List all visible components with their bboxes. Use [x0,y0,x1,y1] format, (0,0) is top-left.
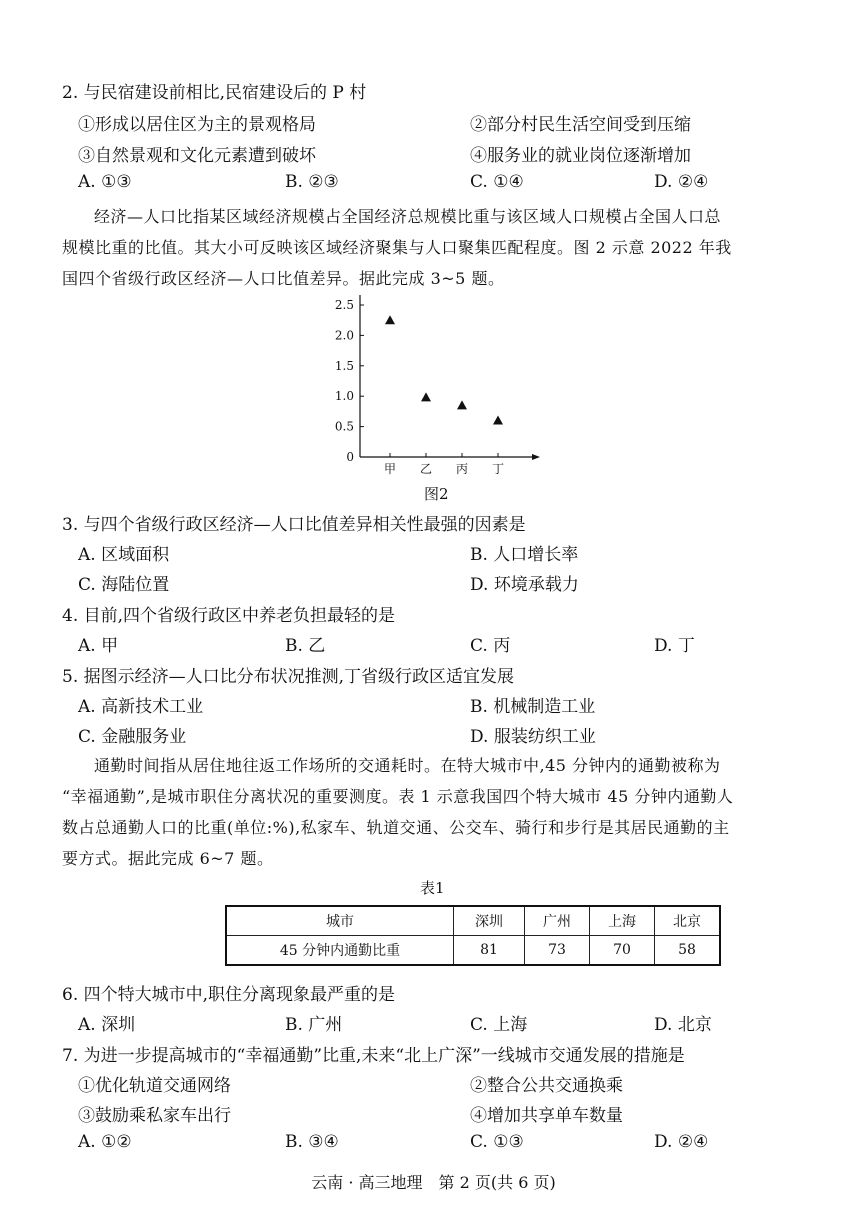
q3-option-c: C. 海陆位置 [78,575,170,595]
intro1-line-2: 规模比重的比值。其大小可反映该区域经济聚集与人口聚集匹配程度。图 2 示意 2022 年我 [62,238,732,257]
intro2-line-3: 数占总通勤人口的比重(单位:%),私家车、轨道交通、公交车、骑行和步行是其居民通勤的主 [62,818,730,837]
y-tick-label: 2.0 [334,328,354,343]
q7-item-3: ③鼓励乘私家车出行 [78,1106,231,1126]
q5-option-b: B. 机械制造工业 [470,697,596,717]
intro1-line-1: 经济—人口比指某区域经济规模占全国经济总规模比重与该区域人口规模占全国人口总 [94,207,722,226]
data-point-triangle [385,315,395,324]
table-header-cell: 城市 [226,906,454,936]
q4-option-b: B. 乙 [285,636,326,656]
figure-2-chart [330,290,550,480]
q3-option-d: D. 环境承载力 [470,575,579,595]
q7-option-a: A. ①② [78,1132,132,1152]
table-header-cell: 上海 [590,906,655,936]
table-header-cell: 广州 [525,906,590,936]
intro-paragraph-1 [62,201,807,294]
x-tick-label: 乙 [419,462,433,476]
q6-option-d: D. 北京 [654,1015,712,1035]
y-tick-label: 0 [346,450,354,464]
q3-stem: 3. 与四个省级行政区经济—人口比值差异相关性最强的因素是 [62,515,526,535]
q5-option-d: D. 服装纺织工业 [470,727,596,747]
q7-item-1: ①优化轨道交通网络 [78,1076,231,1096]
y-tick-label: 2.5 [334,298,354,312]
q7-item-2: ②整合公共交通换乘 [470,1076,623,1096]
q5-option-c: C. 金融服务业 [78,727,187,747]
q2-item-1: ①形成以居住区为主的景观格局 [78,115,316,135]
data-point-triangle [457,400,467,409]
intro2-line-1: 通勤时间指从居住地往返工作场所的交通耗时。在特大城市中,45 分钟内的通勤被称为 [94,756,721,775]
q6-option-a: A. 深圳 [78,1015,136,1035]
data-point-triangle [493,416,503,425]
table-cell: 73 [525,936,590,966]
q5-option-a: A. 高新技术工业 [78,697,204,717]
intro2-line-2: “幸福通勤”,是城市职住分离状况的重要测度。表 1 示意我国四个特大城市 45 分钟内通勤人 [62,787,734,806]
intro2-line-4: 要方式。据此完成 6~7 题。 [62,849,274,868]
page-footer: 云南 · 高三地理 第 2 页(共 6 页) [311,1173,556,1192]
q5-stem: 5. 据图示经济—人口比分布状况推测,丁省级行政区适宜发展 [62,667,515,687]
table-cell: 58 [655,936,721,966]
q7-item-4: ④增加共享单车数量 [470,1106,623,1126]
q4-option-a: A. 甲 [78,636,119,656]
table-header-cell: 北京 [655,906,721,936]
intro1-line-3: 国四个省级行政区经济—人口比值差异。据此完成 3~5 题。 [62,269,505,288]
q6-option-b: B. 广州 [285,1015,343,1035]
y-tick-label: 0.5 [334,419,354,434]
table-header-cell: 深圳 [454,906,525,936]
x-tick-label: 丁 [491,462,505,476]
y-tick-label: 1.0 [334,389,354,404]
q4-stem: 4. 目前,四个省级行政区中养老负担最轻的是 [62,606,396,626]
x-tick-label: 丙 [455,462,469,476]
q7-option-c: C. ①③ [470,1132,524,1152]
table-row [226,936,720,966]
q7-option-d: D. ②④ [654,1132,709,1152]
table-1-title: 表1 [420,879,445,897]
q2-option-d: D. ②④ [654,172,709,192]
data-point-triangle [421,392,431,401]
q6-stem: 6. 四个特大城市中,职住分离现象最严重的是 [62,985,396,1005]
table-cell: 45 分钟内通勤比重 [226,936,454,966]
x-tick-label: 甲 [383,462,397,476]
q2-item-4: ④服务业的就业岗位逐渐增加 [470,146,691,166]
q7-option-b: B. ③④ [285,1132,339,1152]
y-tick-label: 1.5 [334,358,354,373]
q2-option-b: B. ②③ [285,172,339,192]
table-cell: 81 [454,936,525,966]
q3-option-a: A. 区域面积 [78,545,170,565]
intro-paragraph-2 [62,750,807,874]
q2-item-3: ③自然景观和文化元素遭到破坏 [78,146,316,166]
table-1 [225,905,721,966]
q7-stem: 7. 为进一步提高城市的“幸福通勤”比重,未来“北上广深”一线城市交通发展的措施是 [62,1046,685,1066]
table-cell: 70 [590,936,655,966]
q3-option-b: B. 人口增长率 [470,545,579,565]
table-header-row [226,906,720,936]
q6-option-c: C. 上海 [470,1015,528,1035]
q2-option-c: C. ①④ [470,172,524,192]
figure-2-caption: 图2 [424,485,449,503]
q4-option-d: D. 丁 [654,636,695,656]
q4-option-c: C. 丙 [470,636,511,656]
q2-stem: 2. 与民宿建设前相比,民宿建设后的 P 村 [62,83,367,103]
q2-option-a: A. ①③ [78,172,132,192]
q2-item-2: ②部分村民生活空间受到压缩 [470,115,691,135]
x-axis-arrow [532,454,540,460]
